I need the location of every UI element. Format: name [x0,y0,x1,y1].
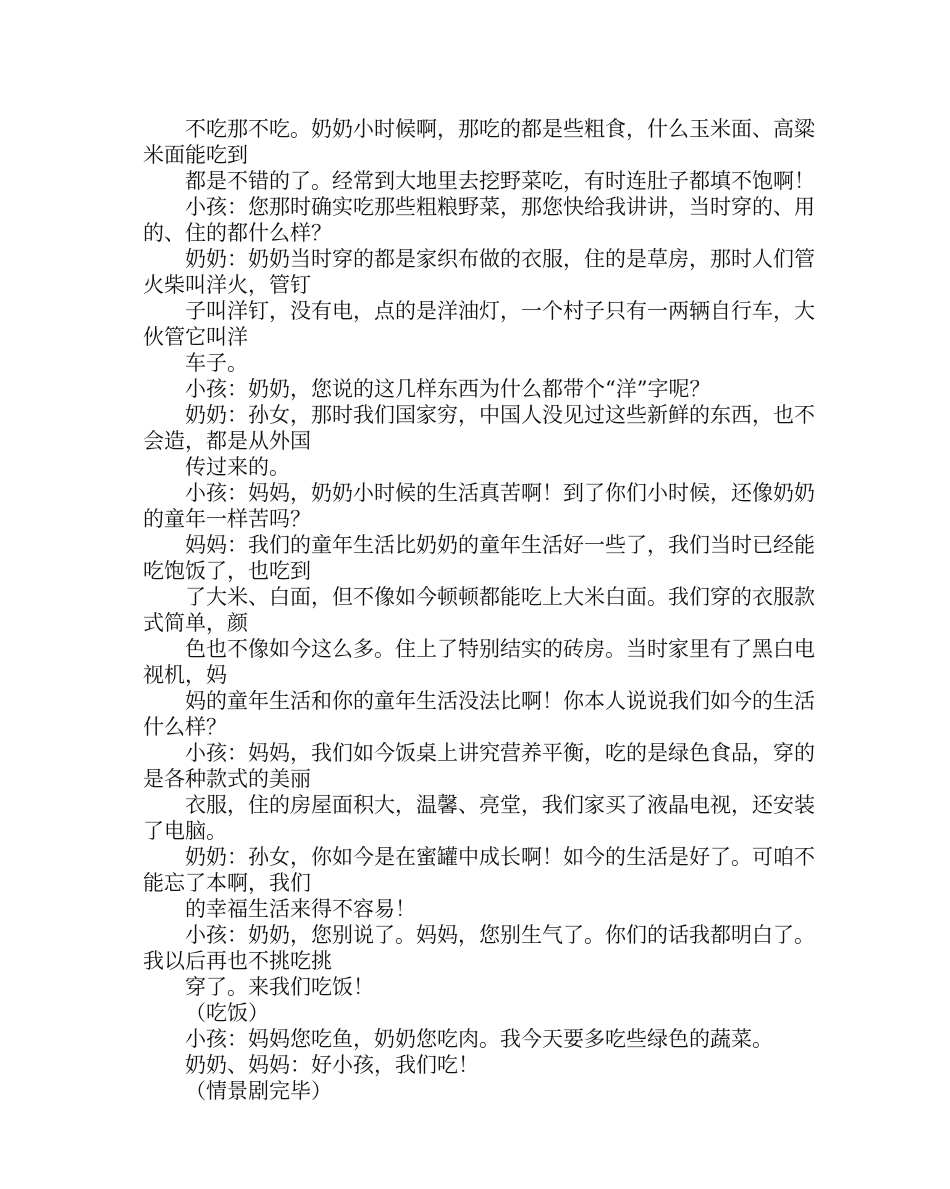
paragraph: 小孩：您那时确实吃那些粗粮野菜，那您快给我讲讲，当时穿的、用的、住的都什么样？ [143,195,815,245]
paragraph: 小孩：妈妈您吃鱼，奶奶您吃肉。我今天要多吃些绿色的蔬菜。 [185,1027,773,1051]
paragraph: 都是不错的了。经常到大地里去挖野菜吃，有时连肚子都填不饱啊！ [185,169,815,193]
paragraph: 奶奶：孙女，那时我们国家穷，中国人没见过这些新鲜的东西，也不会造，都是从外国 [143,403,815,453]
paragraph: 车子。 [185,351,248,375]
paragraph: 奶奶、妈妈：好小孩，我们吃！ [185,1053,479,1077]
paragraph: 小孩：奶奶，您说的这几样东西为什么都带个“洋”字呢？ [185,377,711,401]
paragraph: 色也不像如今这么多。住上了特别结实的砖房。当时家里有了黑白电视机，妈 [143,637,815,687]
paragraph: 传过来的。 [185,455,290,479]
script-text [143,116,815,1104]
paragraph: 子叫洋钉，没有电，点的是洋油灯，一个村子只有一两辆自行车，大伙管它叫洋 [143,299,815,349]
paragraph: 衣服，住的房屋面积大，温馨、亮堂，我们家买了液晶电视，还安装了电脑。 [143,793,815,843]
paragraph: 小孩：妈妈，奶奶小时候的生活真苦啊！到了你们小时候，还像奶奶的童年一样苦吗？ [143,481,815,531]
paragraph: 了大米、白面，但不像如今顿顿都能吃上大米白面。我们穿的衣服款式简单，颜 [143,585,815,635]
paragraph: 不吃那不吃。奶奶小时候啊，那吃的都是些粗食，什么玉米面、高粱米面能吃到 [143,117,815,167]
paragraph: 小孩：妈妈，我们如今饭桌上讲究营养平衡，吃的是绿色食品，穿的是各种款式的美丽 [143,741,815,791]
paragraph: 妈妈：我们的童年生活比奶奶的童年生活好一些了，我们当时已经能吃饱饭了，也吃到 [143,533,815,583]
paragraph: （情景剧完毕） [185,1079,332,1103]
paragraph: 奶奶：奶奶当时穿的都是家织布做的衣服，住的是草房，那时人们管火柴叫洋火，管钉 [143,247,815,297]
paragraph: 穿了。来我们吃饭！ [185,975,374,999]
paragraph: 妈的童年生活和你的童年生活没法比啊！你本人说说我们如今的生活什么样？ [143,689,815,739]
paragraph: 小孩：奶奶，您别说了。妈妈，您别生气了。你们的话我都明白了。我以后再也不挑吃挑 [143,923,815,973]
paragraph: （吃饭） [185,1001,269,1025]
paragraph: 奶奶：孙女，你如今是在蜜罐中成长啊！如今的生活是好了。可咱不能忘了本啊，我们 [143,845,815,895]
paragraph: 的幸福生活来得不容易！ [185,897,416,921]
